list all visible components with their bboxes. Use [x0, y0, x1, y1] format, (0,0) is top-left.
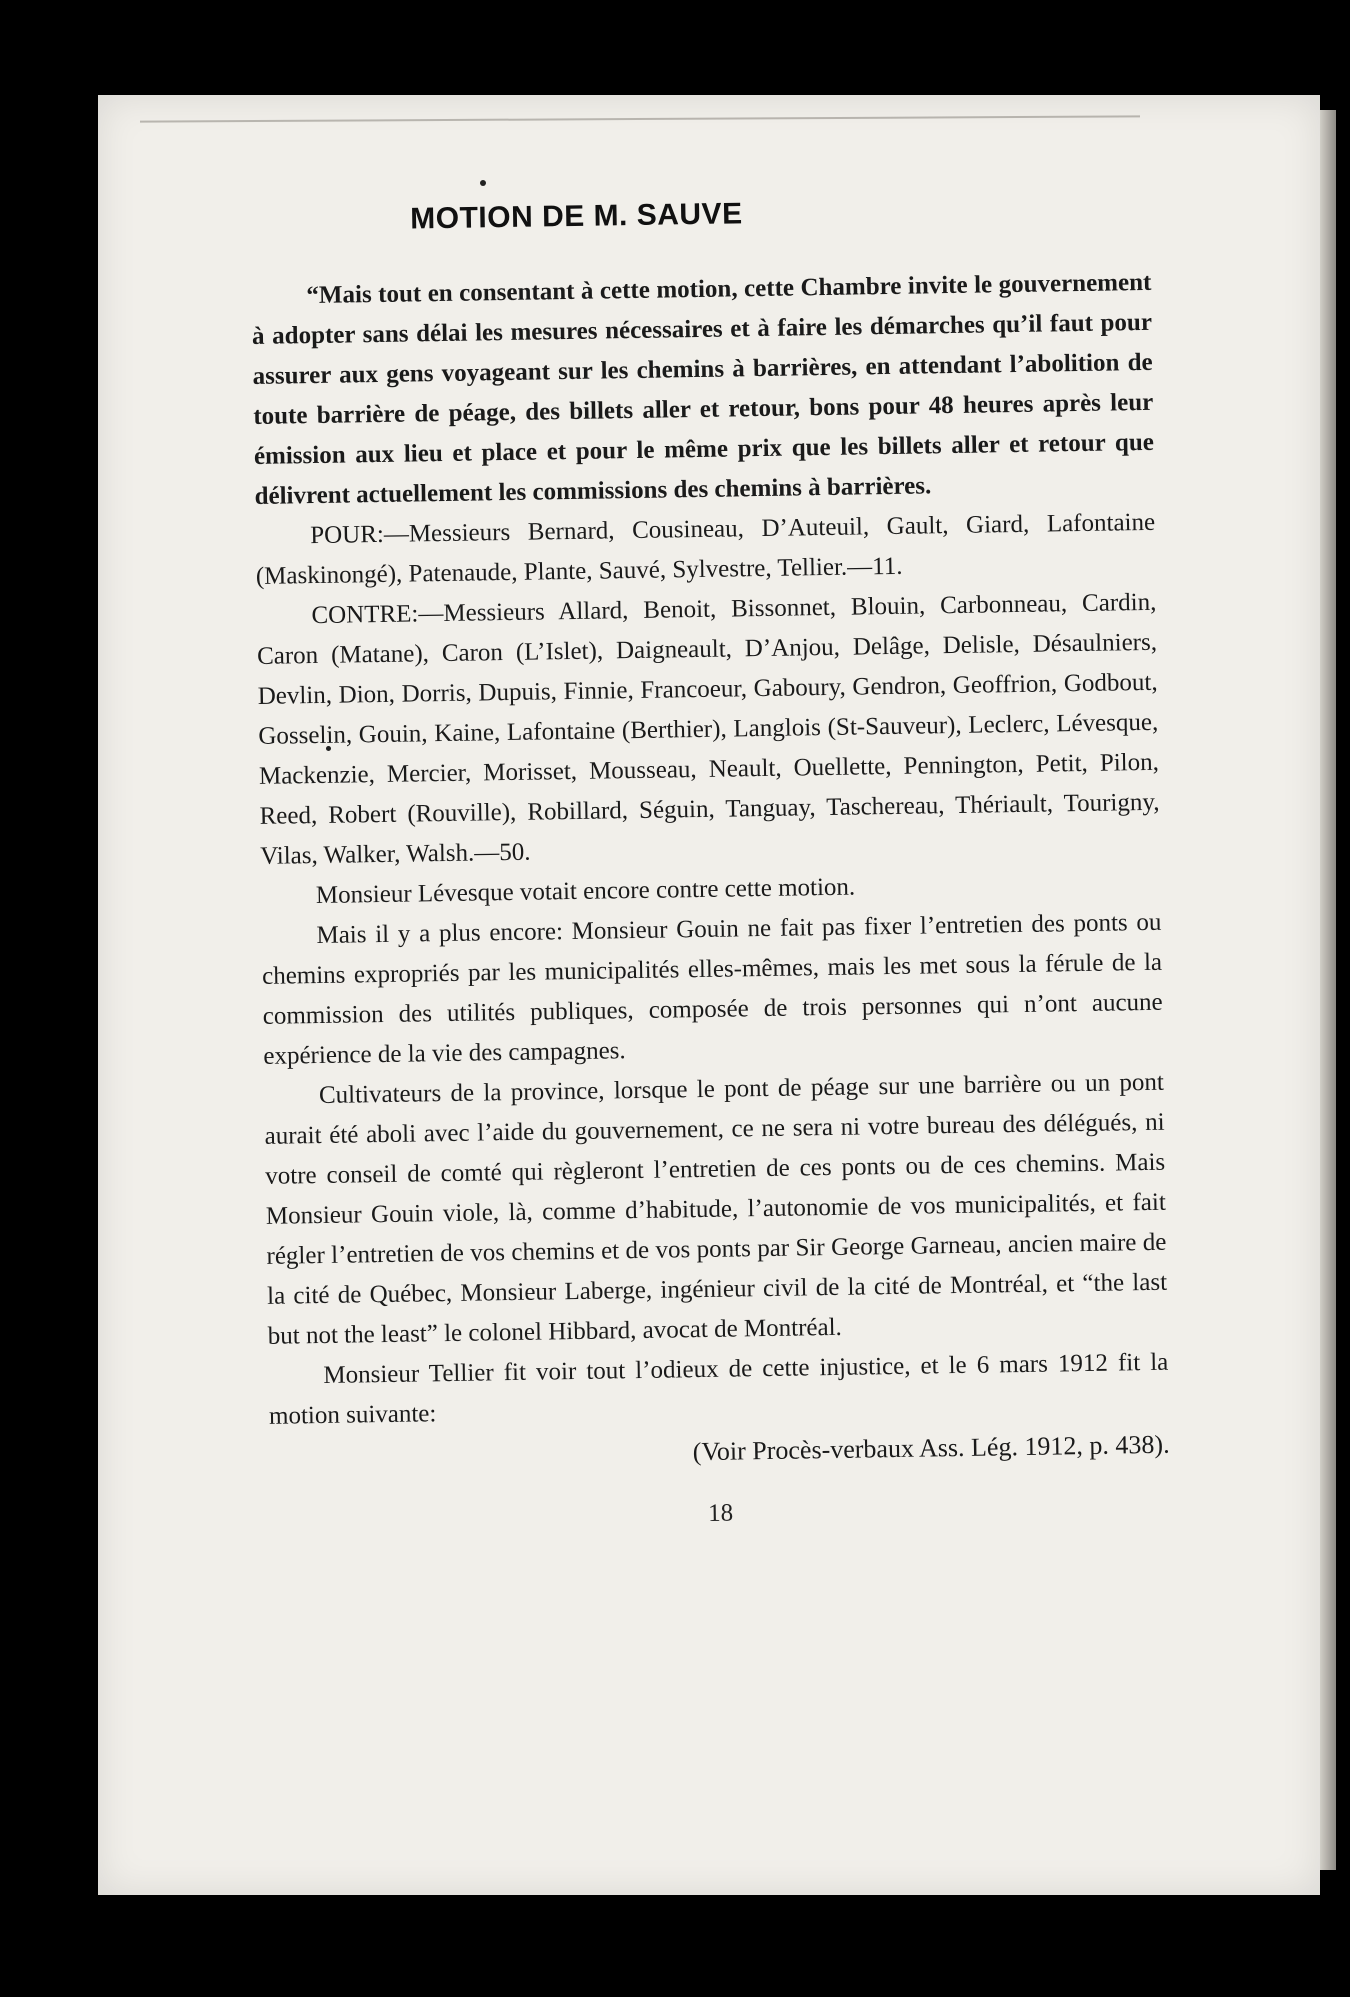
body-paragraph: Mais il y a plus encore: Monsieur Gouin ne fait pas fixer l’entretien des ponts ou chemins expropriés par les municipalités elles-mêmes, mais les met sous la férule de la commission des utilités publiques, composée de trois personnes qui n’ont aucune expérience de la vie des campagnes.	[261, 908, 1163, 1070]
page-number: 18	[707, 1499, 734, 1527]
body-paragraph: Monsieur Lévesque votait encore contre cette motion.	[315, 873, 856, 910]
page-title: MOTION DE M. SAUVE	[409, 197, 743, 236]
body-text	[251, 263, 1169, 1437]
vote-contre-paragraph: CONTRE:—Messieurs Allard, Benoit, Bissonnet, Blouin, Carbonneau, Cardin, Caron (Matane), Caron (L’Islet), Daigneault, D’Anjou, Delâge, Delisle, Désaulniers, Devlin, Dion, Dorris, Dupuis, Finnie, Francoeur, Gaboury, Gendron, Geoffrion, Godbout, Gosselin, Gouin, Kaine, Lafontaine (Berthier), Langlois (St-Sauveur), Leclerc, Lévesque, Mackenzie, Mercier, Morisset, Mousseau, Neault, Ouellette, Pennington, Petit, Pilon, Reed, Robert (Rouville), Robillard, Séguin, Tanguay, Taschereau, Thériault, Tourigny, Vilas, Walker, Walsh.—50.	[256, 588, 1160, 870]
page-content	[250, 191, 1171, 1535]
body-paragraph: Monsieur Tellier fit voir tout l’odieux de cette injustice, et le 6 mars 1912 fit la motion suivante:	[268, 1348, 1169, 1430]
ink-speck	[480, 180, 486, 186]
body-paragraph: Cultivateurs de la province, lorsque le pont de péage sur une barrière ou un pont aurait été aboli avec l’aide du gouvernement, ce ne sera ni votre bureau des délégués, ni votre conseil de comté qui règleront l’entretien de ces ponts ou de ces chemins. Mais Monsieur Gouin viole, là, comme d’habitude, l’autonomie de vos municipalités, et fait régler l’entretien de vos chemins et de vos ponts par Sir George Garneau, ancien maire de la cité de Québec, Monsieur Laberge, ingénieur civil de la cité de Montréal, et “the last but not the least” le colonel Hibbard, avocat de Montréal.	[264, 1068, 1168, 1350]
motion-quote-paragraph: “Mais tout en consentant à cette motion, cette Chambre invite le gouvernement à adopter sans délai les mesures nécessaires et à faire les démarches qu’il faut pour assurer aux gens voyageant sur les chemins à barrières, en attendant l’abolition de toute barrière de péage, des billets aller et retour, bons pour 48 heures après leur émission aux lieu et place et pour le même prix que les billets aller et retour que délivrent actuellement les commissions des chemins à barrières.	[251, 268, 1155, 510]
reference-note: (Voir Procès-verbaux Ass. Lég. 1912, p. 438).	[692, 1429, 1170, 1467]
vote-pour-paragraph: POUR:—Messieurs Bernard, Cousineau, D’Auteuil, Gault, Giard, Lafontaine (Maskinongé), Patenaude, Plante, Sauvé, Sylvestre, Tellier.—11.	[255, 508, 1156, 590]
